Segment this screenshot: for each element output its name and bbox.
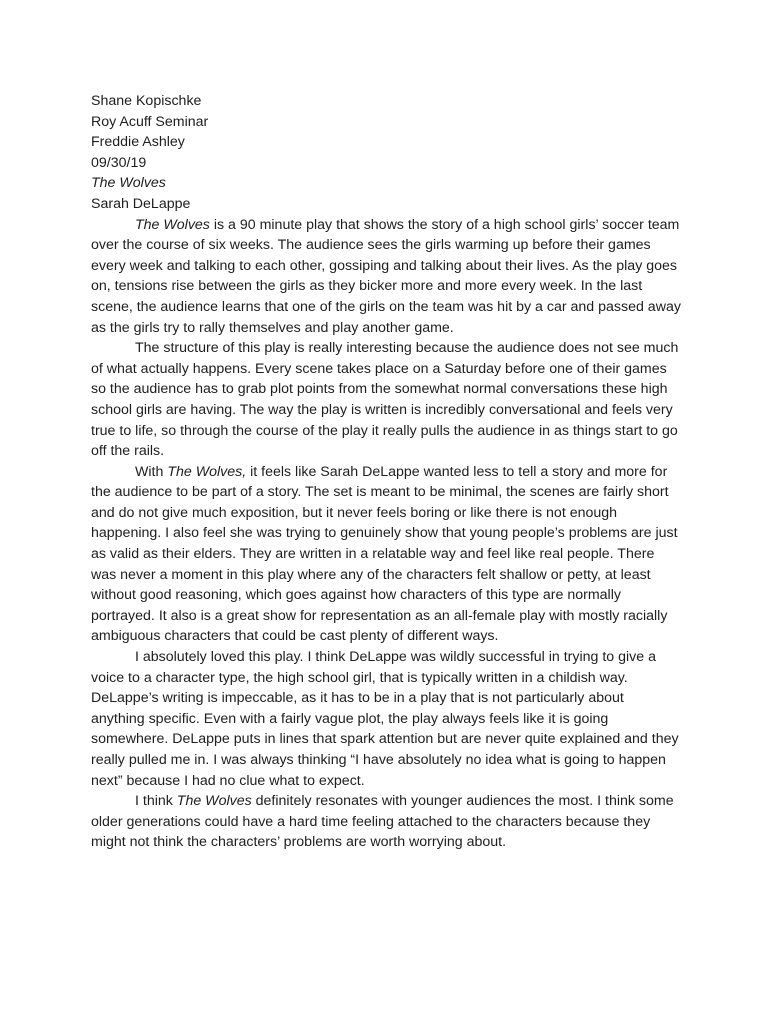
course-name: Roy Acuff Seminar <box>91 113 209 130</box>
paragraph-4-text: I absolutely loved this play. I think DeLappe was wildly successful in trying to give a voice to a character type, the high school girl, that is typically written in a childish way. DeLappe’s writing is impeccable, as it has to be in a play that is not particularly about anything specific. Even with a fairly vague plot, the play always feels like it is going somewhere. DeLappe puts in lines that spark attention but are never quite explained and they really pulled me in. I was always thinking “I have absolutely no idea what is going to happen next” because I had no clue what to expect. <box>91 649 679 789</box>
paragraph-4 <box>91 647 681 791</box>
paragraph-5-title: The Wolves <box>176 793 252 810</box>
paragraph-3-text: it feels like Sarah DeLappe wanted less to tell a story and more for the audience to be part of a story. The set is meant to be minimal, the scenes are fairly short and do not give much exposition, but it never feels boring or like there is not enough happening. I also feel she was trying to genuinely show that young people’s problems are just as valid as their elders. They are written in a relatable way and feel like real people. There was never a moment in this play where any of the characters felt shallow or petty, at least without good reasoning, which goes against how characters of this type are normally portrayed. It also is a great show for representation as an all-female play with mostly racially ambiguous characters that could be cast plenty of different ways. <box>91 463 678 645</box>
paragraph-3-lead: With <box>135 463 168 480</box>
paragraph-5-text: definitely resonates with younger audiences the most. I think some older generations could have a hard time feeling attached to the characters because they might not think the characters’ problems are worth worrying about. <box>91 793 674 851</box>
play-title-text: The Wolves <box>91 175 166 192</box>
instructor-name: Freddie Ashley <box>91 134 185 151</box>
playwright-name: Sarah DeLappe <box>91 195 191 212</box>
play-title <box>91 173 681 194</box>
paragraph-5-lead: I think <box>135 793 177 810</box>
essay-page <box>91 91 681 853</box>
paragraph-1-text: is a 90 minute play that shows the story of a high school girls’ soccer team over the course of six weeks. The audience sees the girls warming up before their games every week and talking to each other, gossiping and talking about their lives. As the play goes on, tensions rise between the girls as they bicker more and more every week. In the last scene, the audience learns that one of the girls on the team was hit by a car and passed away as the girls try to rally themselves and play another game. <box>91 216 681 336</box>
paragraph-1-title: The Wolves <box>135 216 210 233</box>
essay-body <box>91 215 681 853</box>
paragraph-3 <box>91 462 681 647</box>
paragraph-2 <box>91 338 681 462</box>
paragraph-3-title: The Wolves, <box>167 463 247 480</box>
paragraph-1 <box>91 215 681 339</box>
essay-date: 09/30/19 <box>91 154 147 171</box>
paragraph-5 <box>91 791 681 853</box>
paragraph-2-text: The structure of this play is really interesting because the audience does not see much of what actually happens. Every scene takes place on a Saturday before one of their games so the audience has to grab plot points from the somewhat normal conversations these high school girls are having. The way the play is written is incredibly conversational and feels very true to life, so through the course of the play it really pulls the audience in as things start to go off the rails. <box>91 340 679 460</box>
author-name: Shane Kopischke <box>91 93 202 109</box>
essay-header <box>91 91 681 215</box>
